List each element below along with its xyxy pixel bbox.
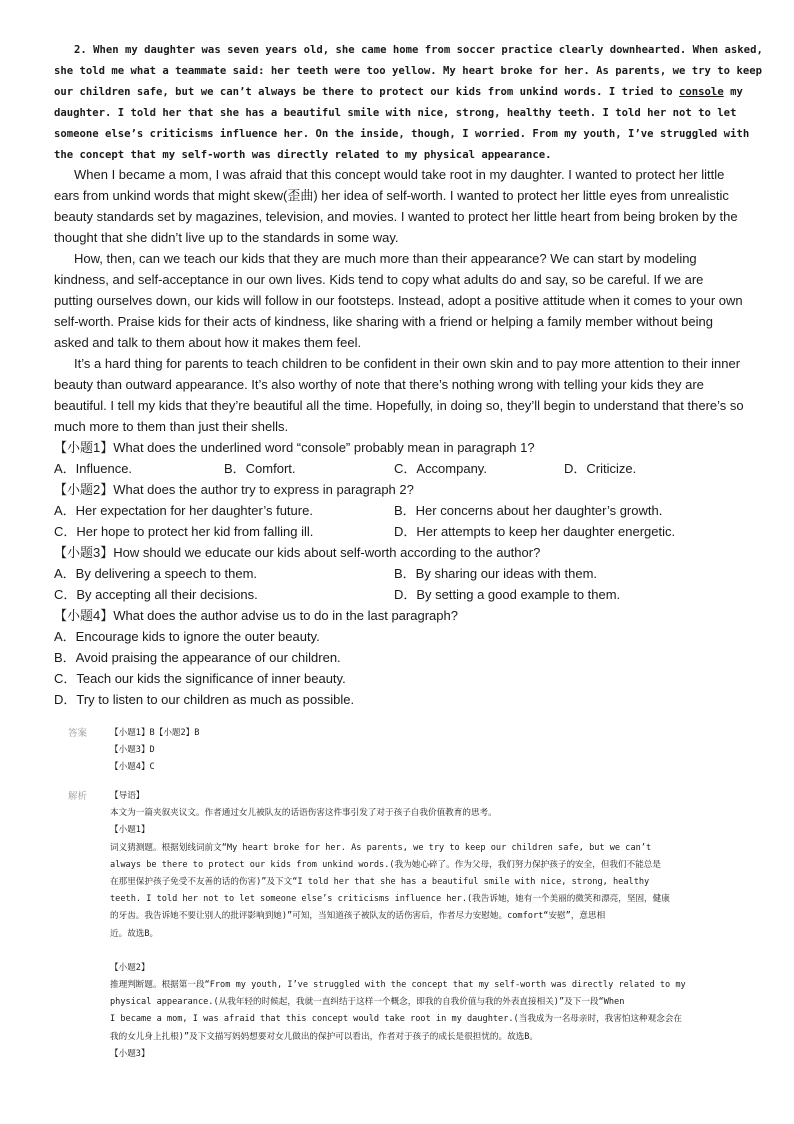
explanation-line: teeth. I told her not to let someone else’s criticisms influence her.(我告诉她，她有一个美丽的微笑和漂亮，坚固，健康 (110, 894, 670, 905)
question-3-option-b[interactable]: B．By sharing our ideas with them. (394, 566, 598, 581)
question-2-option-d[interactable]: D．Her attempts to keep her daughter energetic. (394, 524, 676, 539)
passage-paragraph-1 (54, 40, 763, 166)
question-2-options-row-1 (54, 500, 754, 521)
explanation-line: 的牙齿。我告诉她不要让别人的批评影响到她)”可知，当知道孩子被队友的话伤害后，作者尽力安慰她。comfort“安慰”，意思相 (110, 911, 606, 922)
question-4-stem: 【小题4】What does the author advise us to do in the last paragraph? (54, 608, 458, 623)
question-3-option-d[interactable]: D．By setting a good example to them. (394, 587, 621, 602)
question-1-option-a[interactable]: A．Influence. (54, 461, 133, 476)
explanation-line: 【小题1】 (110, 825, 150, 836)
underlined-word: console (679, 86, 724, 98)
question-1-option-c[interactable]: C．Accompany. (394, 461, 487, 476)
answer-line-3: 【小题4】C (110, 762, 155, 773)
question-4-option-b[interactable]: B．Avoid praising the appearance of our children. (54, 650, 341, 665)
explanation-line: 词义猜测题。根据划线词前文“My heart broke for her. As parents, we try to keep our children safe, but we can’t (110, 842, 652, 853)
question-3-options-row-1 (54, 563, 754, 584)
answer-line-2: 【小题3】D (110, 745, 155, 756)
question-3-option-c[interactable]: C．By accepting all their decisions. (54, 587, 258, 602)
question-list (54, 437, 754, 710)
para1-line-3 (54, 82, 744, 103)
question-4-option-c[interactable]: C．Teach our kids the significance of inner beauty. (54, 671, 346, 686)
question-2-option-b[interactable]: B．Her concerns about her daughter’s growth. (394, 503, 663, 518)
question-2-options-row-2 (54, 521, 754, 542)
explanation-line: 【小题3】 (110, 1048, 150, 1059)
para1-line-3-text: our children safe, but we can’t always be there to protect our kids from unkind words. I tried to (54, 86, 680, 98)
explanation-line: I became a mom, I was afraid that this concept would take root in my daughter.(当我成为一名母亲时，我害怕这种观念会在 (110, 1014, 683, 1025)
explanation-line: 本文为一篇夹叙夹议文。作者通过女儿被队友的话语伤害这件事引发了对于孩子自我价值教育的思考。 (110, 808, 497, 819)
para1-line-6: the concept that my self-worth was directly related to my physical appearance. (54, 149, 552, 161)
question-3-option-a[interactable]: A．By delivering a speech to them. (54, 566, 258, 581)
explanation-spacer (110, 943, 750, 960)
question-2-option-a[interactable]: A．Her expectation for her daughter’s future. (54, 503, 313, 518)
question-1-option-b[interactable]: B．Comfort. (224, 461, 296, 476)
explanation-line: always be there to protect our kids from unkind words.(我为她心碎了。作为父母，我们努力保护孩子的安全，但我们不能总是 (110, 859, 661, 870)
question-3-options-row-2 (54, 584, 754, 605)
explanation-line: 【导语】 (110, 791, 145, 801)
explanation-line: physical appearance.(从我年轻的时候起，我就一直纠结于这样一个概念，即我的自我价值与我的外表直接相关)”及下一段“When (110, 997, 625, 1008)
explanation-line: 近。故选B。 (110, 928, 159, 939)
para1-line-3-tail: my (723, 86, 743, 98)
question-1-stem: 【小题1】What does the underlined word “console” probably mean in paragraph 1? (54, 440, 535, 455)
explanation-line: 在那里保护孩子免受不友善的话的伤害)”及下文“I told her that she has a beautiful smile with nice, strong, healthy (110, 877, 650, 888)
question-4-option-d[interactable]: D．Try to listen to our children as much as possible. (54, 692, 355, 707)
explanation-label: 解析 (68, 791, 88, 802)
para1-line-5: someone else’s criticisms influence her. On the inside, though, I worried. From my youth, I’ve struggled with (54, 128, 750, 140)
explanation-line: 我的女儿身上扎根)”及下文描写妈妈想要对女儿做出的保护可以看出，作者对于孩子的成长是很担忧的。故选B。 (110, 1031, 539, 1042)
para1-line-1: 2. When my daughter was seven years old, she came home from soccer practice clearly downhearted. When asked, (74, 44, 763, 56)
answer-label: 答案 (68, 728, 88, 739)
question-4-option-a[interactable]: A．Encourage kids to ignore the outer beauty. (54, 629, 320, 644)
explanation-line: 【小题2】 (110, 962, 150, 973)
question-1-option-d[interactable]: D．Criticize. (564, 461, 637, 476)
explanation-line: 推理判断题。根据第一段“From my youth, I’ve struggled with the concept that my self-worth was directly related to my (110, 980, 686, 991)
passage-paragraph-3: How, then, can we teach our kids that they are much more than their appearance? We can start by modeling kindness, and self-acceptance in our own lives. Kids tend to copy what adults do and say, so be careful. If we are putting ourselves down, our kids will follow in our footsteps. Instead, adopt a positive attitude when it comes to your own self-worth. Praise kids for their acts of kindness, like sharing with a friend or helping a family member without being asked and talk to them about how it makes them feel. (54, 251, 743, 350)
para1-line-4: daughter. I told her that she has a beautiful smile with nice, strong, healthy teeth. I told her not to let (54, 107, 737, 119)
passage-paragraph-4: It’s a hard thing for parents to teach children to be confident in their own skin and to pay more attention to their inner beauty than outward appearance. It’s also worthy of note that there’s nothing wrong with telling your kids they are beautiful. I tell my kids that they’re beautiful all the time. Hopefully, in doing so, they’ll begin to understand that there’s so much more to them than just their shells. (54, 356, 744, 434)
passage-body (54, 164, 744, 437)
question-2-stem: 【小题2】What does the author try to express in paragraph 2? (54, 482, 414, 497)
para1-line-2: she told me what a teammate said: her teeth were too yellow. My heart broke for her. As parents, we try to keep (54, 65, 762, 77)
question-3-stem: 【小题3】How should we educate our kids about self-worth according to the author? (54, 545, 541, 560)
answer-line-1: 【小题1】B【小题2】B (110, 728, 200, 738)
passage-paragraph-2: When I became a mom, I was afraid that this concept would take root in my daughter. I wanted to protect her little ears from unkind words that might skew(歪曲) her idea of self-worth. I wanted to protect her little eyes from unrealistic beauty standards set by magazines, television, and movies. I wanted to protect her little heart from being broken by the thought that she didn’t live up to the standards in some way. (54, 167, 738, 245)
question-1-options (54, 458, 754, 479)
explanation-block (110, 788, 750, 1063)
question-2-option-c[interactable]: C．Her hope to protect her kid from falling ill. (54, 524, 314, 539)
answer-block (110, 725, 750, 777)
